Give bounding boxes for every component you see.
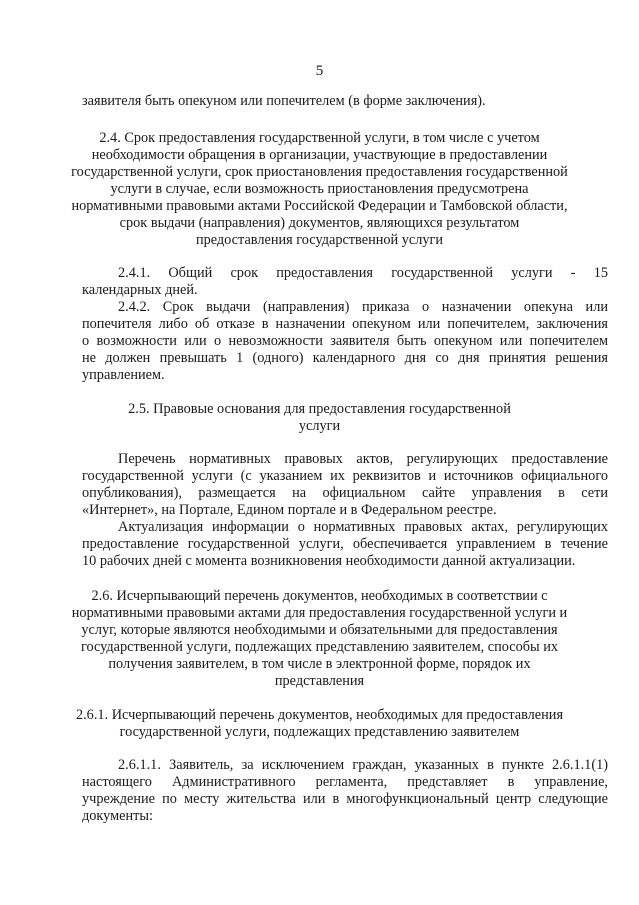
section-heading-2-5: 2.5. Правовые основания для предоставления государственной (128, 401, 511, 417)
paragraph-line: заявителя быть опекуном или попечителем (в форме заключения). (82, 93, 486, 109)
paragraph-line: государственной услуги (с указанием их реквизитов и источников официального (82, 468, 608, 484)
page-number: 5 (315, 63, 324, 79)
section-heading-2-5: услуги (298, 418, 341, 434)
paragraph-line: календарных дней. (82, 282, 198, 298)
section-heading-2-6: получения заявителем, в том числе в электронной форме, порядок их (108, 656, 531, 672)
section-heading-2-4: предоставления государственной услуги (195, 232, 444, 248)
paragraph-line: предоставление государственной услуги, обеспечивается управлением в течение (82, 536, 608, 552)
section-heading-2-4: государственной услуги, срок приостановления предоставления государственной (71, 164, 568, 180)
paragraph-line: документы: (82, 808, 153, 824)
paragraph-line: о возможности или о невозможности заявителя быть опекуном или попечителем (82, 333, 608, 349)
section-heading-2-4: нормативными правовыми актами Российской Федерации и Тамбовской области, (71, 198, 568, 214)
paragraph-line: Актуализация информации о нормативных правовых актах, регулирующих (118, 519, 608, 535)
paragraph-line: попечителя либо об отказе в назначении опекуном или попечителем, заключения (82, 316, 608, 332)
section-heading-2-6-1: 2.6.1. Исчерпывающий перечень документов, необходимых для предоставления (75, 707, 564, 723)
section-heading-2-6: услуг, которые являются необходимыми и обязательными для предоставления (81, 622, 558, 638)
paragraph-line: 10 рабочих дней с момента возникновения необходимости данной актуализации. (82, 553, 576, 569)
section-heading-2-4: 2.4. Срок предоставления государственной услуги, в том числе с учетом (99, 130, 540, 146)
paragraph-line: не должен превышать 1 (одного) календарного дня со дня принятия решения (82, 350, 608, 366)
section-heading-2-6: 2.6. Исчерпывающий перечень документов, необходимых в соответствии с (91, 588, 548, 604)
paragraph-line: Перечень нормативных правовых актов, регулирующих предоставление (118, 451, 608, 467)
section-heading-2-6: нормативными правовыми актами для предоставления государственной услуги и (71, 605, 568, 621)
paragraph-line: опубликования), размещается на официальном сайте управления в сети (82, 485, 608, 501)
section-heading-2-6: представления (274, 673, 365, 689)
paragraph-line: управлением. (82, 367, 165, 383)
section-heading-2-4: услуги в случае, если возможность приостановления предусмотрена (110, 181, 529, 197)
paragraph-line: 2.6.1.1. Заявитель, за исключением граждан, указанных в пункте 2.6.1.1(1) (118, 757, 608, 773)
paragraph-line: «Интернет», на Портале, Едином портале и в Федеральном реестре. (82, 502, 497, 518)
section-heading-2-4: срок выдачи (направления) документов, являющихся результатом (119, 215, 520, 231)
section-heading-2-6-1: государственной услуги, подлежащих представлению заявителем (119, 724, 520, 740)
paragraph-line: учреждение по месту жительства или в многофункциональный центр следующие (82, 791, 608, 807)
section-heading-2-6: государственной услуги, подлежащих представлению заявителем, способы их (80, 639, 559, 655)
paragraph-line: 2.4.2. Срок выдачи (направления) приказа о назначении опекуна или (118, 299, 608, 315)
section-heading-2-4: необходимости обращения в организации, участвующие в предоставлении (91, 147, 548, 163)
paragraph-line: настоящего Административного регламента, представляет в управление, (82, 774, 608, 790)
paragraph-line: 2.4.1. Общий срок предоставления государственной услуги - 15 (118, 265, 608, 281)
